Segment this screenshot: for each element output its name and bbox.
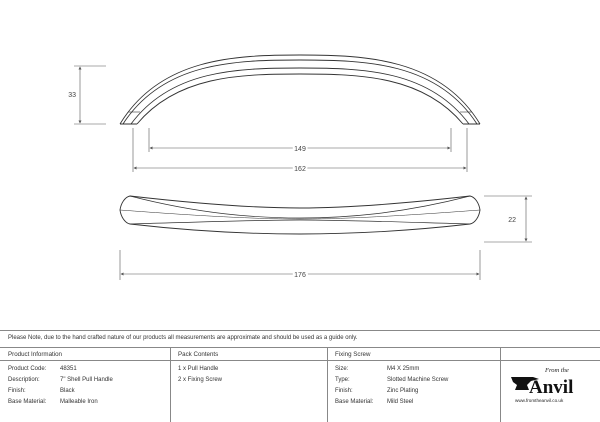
- pack-contents-title: Pack Contents: [178, 351, 219, 358]
- dimension-depth-label: 22: [508, 217, 516, 224]
- description-label: Description:: [8, 377, 40, 383]
- pack-item: 1 x Pull Handle: [178, 366, 219, 372]
- dimension-overall-length-label: 176: [294, 272, 306, 279]
- screw-finish-row: [335, 388, 418, 394]
- finish-row: [8, 388, 75, 394]
- screw-size-value: M4 X 25mm: [387, 366, 420, 372]
- screw-finish-value: Zinc Plating: [387, 388, 419, 394]
- description-row: [8, 377, 113, 383]
- product-information-title: Product Information: [8, 351, 62, 358]
- screw-type-label: Type:: [335, 377, 350, 383]
- divider-col-2: [327, 347, 328, 422]
- screw-size-label: Size:: [335, 366, 349, 372]
- finish-value: Black: [60, 388, 75, 394]
- logo-from-the: From the: [545, 367, 569, 374]
- logo-url: www.fromtheanvil.co.uk: [515, 398, 564, 403]
- measurement-note: Please Note, due to the hand crafted nature of our products all measurements are approximate and should be used as a guide only.: [8, 335, 358, 341]
- product-code-row: [8, 366, 77, 372]
- base-material-label: Base Material:: [8, 399, 47, 405]
- screw-finish-label: Finish:: [335, 388, 353, 394]
- info-panel: [0, 330, 600, 422]
- product-code-value: 48351: [60, 366, 77, 372]
- screw-material-value: Mild Steel: [387, 399, 414, 405]
- divider-col-1: [170, 347, 171, 422]
- screw-type-row: [335, 377, 448, 383]
- finish-label: Finish:: [8, 388, 26, 394]
- divider-top: [0, 330, 600, 331]
- screw-material-row: [335, 399, 413, 405]
- screw-material-label: Base Material:: [335, 399, 374, 405]
- divider-col-3: [500, 347, 501, 422]
- base-material-row: [8, 399, 98, 405]
- from-the-anvil-logo: [505, 363, 595, 413]
- divider-note: [0, 347, 600, 348]
- dimension-outer-span-label: 162: [294, 166, 306, 173]
- dimension-height-label: 33: [68, 92, 76, 99]
- divider-titles: [0, 360, 600, 361]
- base-material-value: Malleable Iron: [60, 399, 98, 405]
- dimension-inner-span-label: 149: [294, 146, 306, 153]
- dimension-height-arch: [74, 66, 106, 124]
- product-code-label: Product Code:: [8, 366, 47, 372]
- screw-type-value: Slotted Machine Screw: [387, 377, 449, 383]
- screw-size-row: [335, 366, 419, 372]
- fixing-screw-title: Fixing Screw: [335, 351, 371, 358]
- logo-brand: Anvil: [529, 377, 574, 398]
- top-view-handle: [120, 196, 480, 234]
- side-view-handle: [120, 55, 480, 124]
- pack-item: 2 x Fixing Screw: [178, 377, 223, 383]
- description-value: 7" Shell Pull Handle: [60, 377, 113, 383]
